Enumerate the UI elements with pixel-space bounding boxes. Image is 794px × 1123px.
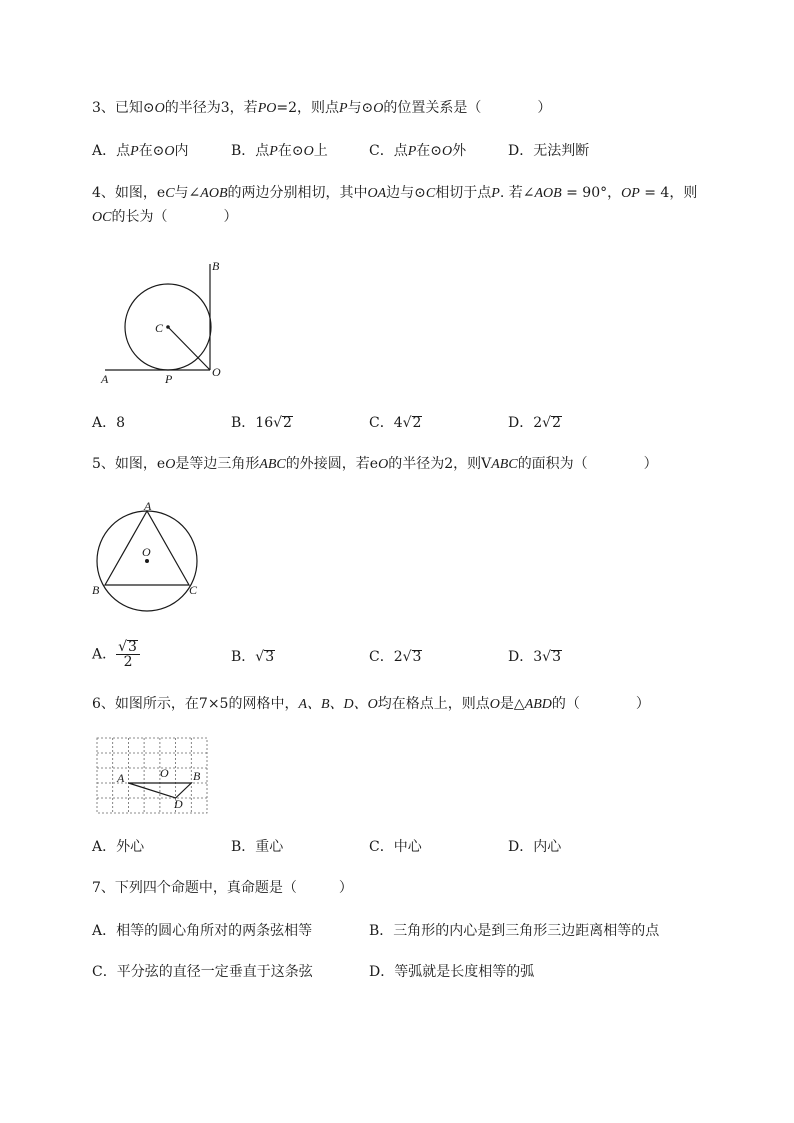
center-point-c xyxy=(166,325,170,329)
q4-text: . 若∠ xyxy=(499,185,535,201)
q4-option-b[interactable] xyxy=(231,414,293,432)
math-var: ABC xyxy=(491,457,518,472)
option-text: 上 xyxy=(313,143,328,159)
option-text: 外 xyxy=(452,143,467,159)
radicand: 3 xyxy=(552,649,561,665)
option-text: B．16 xyxy=(231,415,274,431)
q5-figure xyxy=(88,498,208,618)
q4-stem-line1 xyxy=(92,184,697,203)
q3-text: 与⊙ xyxy=(347,100,374,116)
math-var: ABD xyxy=(524,697,552,712)
option-text: C．平分弦的直径一定垂直于这条弦 xyxy=(92,964,313,980)
q4-stem-line2 xyxy=(92,208,237,227)
radicand: 2 xyxy=(412,415,422,431)
label-o: O xyxy=(212,365,221,379)
q6-option-d[interactable] xyxy=(508,838,561,856)
q4-text: = 4，则 xyxy=(639,185,698,201)
label-p: P xyxy=(165,372,173,386)
q5-stem xyxy=(92,455,658,474)
grid xyxy=(97,738,207,813)
q3-option-a[interactable] xyxy=(92,142,189,161)
option-text: D．内心 xyxy=(508,839,562,855)
q4-text: 4、如图，e xyxy=(92,185,166,201)
option-text: D．3 xyxy=(508,649,543,665)
option-text: B．点 xyxy=(231,143,270,159)
q4-figure xyxy=(95,252,235,387)
option-text: 在⊙ xyxy=(277,143,304,159)
radicand: 2 xyxy=(283,415,292,431)
math-var: O xyxy=(489,697,500,712)
label-b: B xyxy=(212,259,220,273)
q6-text: 是△ xyxy=(499,696,525,712)
option-text: D．等弧就是长度相等的弧 xyxy=(369,964,535,980)
math-var: O xyxy=(442,144,453,159)
q3-text: 的半径为3，若 xyxy=(164,100,258,116)
q6-text: 的（ ） xyxy=(551,696,650,712)
label-d: D xyxy=(174,797,183,811)
q5-option-d[interactable] xyxy=(508,648,562,666)
q6-option-c[interactable] xyxy=(369,838,422,856)
option-text: A．相等的圆心角所对的两条弦相等 xyxy=(92,923,313,939)
math-var: O xyxy=(373,101,384,116)
denominator: 2 xyxy=(123,654,133,670)
q5-text: 的半径为2，则V xyxy=(388,456,492,472)
option-text: C．4 xyxy=(369,415,403,431)
q7-option-a[interactable] xyxy=(92,922,312,940)
label-a: A xyxy=(144,499,152,513)
math-var: OC xyxy=(92,210,112,225)
q4-text: 相切于点 xyxy=(435,185,492,201)
label-o: O xyxy=(142,545,151,559)
q3-text: 3、已知⊙ xyxy=(92,100,155,116)
math-var: P xyxy=(339,101,348,116)
q5-text: 5、如图，e xyxy=(92,456,166,472)
sqrt-icon: √ xyxy=(402,415,412,431)
math-var: C xyxy=(425,186,436,201)
q7-option-d[interactable] xyxy=(369,963,534,981)
q3-option-c[interactable] xyxy=(369,142,466,161)
q5-option-a[interactable] xyxy=(92,640,140,669)
math-var: OA xyxy=(367,186,387,201)
q5-text: 是等边三角形 xyxy=(175,456,260,472)
option-text: 在⊙ xyxy=(138,143,165,159)
option-text: C．中心 xyxy=(369,839,422,855)
q4-option-a[interactable] xyxy=(92,414,125,432)
q7-option-c[interactable] xyxy=(92,963,313,981)
q5-option-c[interactable] xyxy=(369,648,422,666)
math-var: A、B、D、O xyxy=(298,697,378,712)
math-var: O xyxy=(378,457,389,472)
math-var: OP xyxy=(621,186,640,201)
option-text: D．2 xyxy=(508,415,543,431)
math-var: O xyxy=(165,457,176,472)
label-b: B xyxy=(92,583,100,597)
radicand: 3 xyxy=(128,639,137,655)
label-a: A xyxy=(101,372,109,386)
math-var: AOB xyxy=(200,186,228,201)
label-o: O xyxy=(160,766,169,780)
q7-option-b[interactable] xyxy=(369,922,659,940)
label-c: C xyxy=(189,583,198,597)
q6-figure xyxy=(95,736,210,816)
q4-text: 与∠ xyxy=(174,185,201,201)
radicand: 3 xyxy=(412,649,422,665)
q6-option-b[interactable] xyxy=(231,838,283,856)
q5-text: 的面积为（ ） xyxy=(517,456,658,472)
q6-option-a[interactable] xyxy=(92,838,144,856)
q4-option-c[interactable] xyxy=(369,414,422,432)
option-text: B．重心 xyxy=(231,839,284,855)
label-c: C xyxy=(155,321,164,335)
math-var: O xyxy=(303,144,314,159)
option-text: A．外心 xyxy=(92,839,145,855)
math-var: O xyxy=(164,144,175,159)
q4-text: 边与⊙ xyxy=(386,185,426,201)
math-var: PO xyxy=(257,101,277,116)
math-var: ABC xyxy=(259,457,286,472)
q4-option-d[interactable] xyxy=(508,414,562,432)
sqrt-icon: √ xyxy=(542,649,552,665)
sqrt-icon: √ xyxy=(273,415,283,431)
q4-text: 的长为（ ） xyxy=(111,209,238,225)
option-text: A．点 xyxy=(92,143,131,159)
q3-option-d[interactable] xyxy=(508,142,589,160)
radicand: 2 xyxy=(552,415,561,431)
math-var: P xyxy=(491,186,500,201)
option-text: 在⊙ xyxy=(416,143,443,159)
sqrt-icon: √ xyxy=(255,649,265,665)
math-var: P xyxy=(407,144,417,159)
option-text: B．三角形的内心是到三角形三边距离相等的点 xyxy=(369,923,660,939)
label-a: A xyxy=(117,771,125,785)
q3-text: =2，则点 xyxy=(276,100,339,116)
q5-option-b[interactable] xyxy=(231,648,275,666)
q4-text: = 90°， xyxy=(561,185,622,201)
sqrt-icon: √ xyxy=(542,415,552,431)
q3-stem xyxy=(92,99,551,118)
center-point-o xyxy=(145,559,149,563)
q6-text: 均在格点上，则点 xyxy=(377,696,490,712)
q7-stem xyxy=(92,879,353,897)
math-var: O xyxy=(154,101,165,116)
q4-text: 的两边分别相切，其中 xyxy=(227,185,368,201)
q6-stem xyxy=(92,695,650,714)
option-text: A．8 xyxy=(92,415,126,431)
q3-option-b[interactable] xyxy=(231,142,328,161)
option-text: A． xyxy=(92,646,117,663)
option-text: B． xyxy=(231,649,256,665)
option-text: 内 xyxy=(174,143,189,159)
option-text: C．2 xyxy=(369,649,403,665)
math-var: AOB xyxy=(534,186,562,201)
sqrt-icon: √ xyxy=(118,639,128,655)
q6-text: 6、如图所示，在7×5的网格中， xyxy=(92,696,299,712)
label-b: B xyxy=(193,769,201,783)
option-text: C．点 xyxy=(369,143,408,159)
option-text: D．无法判断 xyxy=(508,143,590,159)
math-var: P xyxy=(130,144,139,159)
sqrt-icon: √ xyxy=(402,649,412,665)
segment-oc xyxy=(168,327,210,370)
math-var: C xyxy=(165,186,175,201)
math-var: P xyxy=(269,144,278,159)
q3-text: 的位置关系是（ ） xyxy=(383,100,552,116)
q7-text: 7、下列四个命题中，真命题是（ ） xyxy=(92,880,353,896)
radicand: 3 xyxy=(265,649,275,665)
q5-text: 的外接圆，若e xyxy=(285,456,379,472)
fraction xyxy=(116,640,140,669)
